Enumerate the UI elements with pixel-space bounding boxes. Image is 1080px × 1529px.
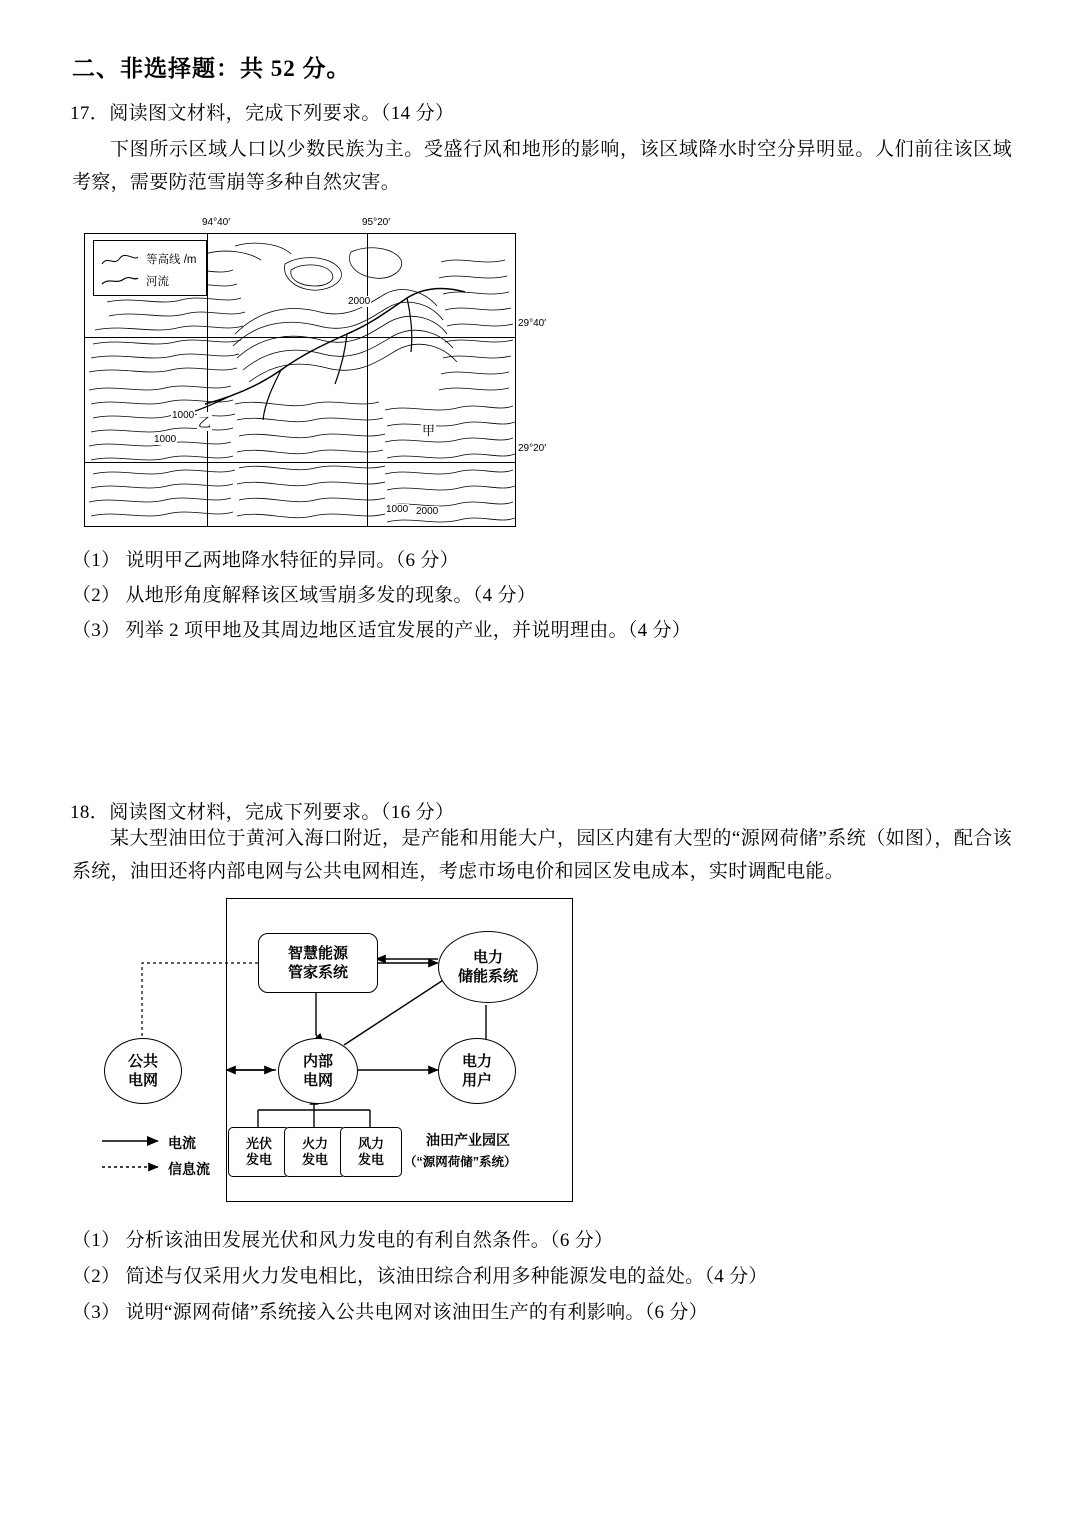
contour-number-1: 2000 — [348, 296, 371, 307]
map-longitude-label-left: 94°40′ — [202, 217, 231, 228]
node-wind-generation — [340, 1127, 402, 1177]
map-latitude-label-top: 29°40′ — [518, 318, 547, 329]
node-internal-grid-label: 内部 电网 — [302, 1053, 333, 1089]
map-gridline-lat-1 — [85, 337, 515, 338]
question-18-sub-2: （2） 简述与仅采用火力发电相比，该油田综合利用多种能源发电的益处。（4 分） — [72, 1266, 768, 1287]
map-latitude-label-bottom: 29°20′ — [518, 443, 547, 454]
node-power-storage-label: 电力 储能系统 — [457, 949, 518, 985]
node-pv-generation — [228, 1127, 290, 1177]
question-17-sub-2: （2） 从地形角度解释该区域雪崩多发的现象。（4 分） — [72, 585, 537, 606]
node-public-grid — [104, 1038, 182, 1104]
node-internal-grid — [278, 1038, 358, 1104]
energy-system-diagram — [86, 895, 586, 1215]
contour-number-2: 1000 — [172, 410, 195, 421]
question-18-sub-3: （3） 说明“源网荷储”系统接入公共电网对该油田生产的有利影响。（6 分） — [72, 1302, 708, 1323]
node-public-grid-label: 公共 电网 — [127, 1053, 158, 1089]
contour-number-5: 2000 — [416, 506, 439, 517]
map-label-jia: 甲 — [421, 420, 436, 439]
question-17-body: 下图所示区域人口以少数民族为主。受盛行风和地形的影响，该区域降水时空分异明显。人们前往该区域考察，需要防范雪崩等多种自然灾害。 — [72, 139, 1012, 193]
node-thermal-generation — [284, 1127, 346, 1177]
map-figure — [84, 215, 547, 533]
legend-current-flow-label: 电流 — [168, 1135, 196, 1151]
contour-number-3: 1000 — [154, 434, 177, 445]
map-longitude-label-right: 95°20′ — [362, 217, 391, 228]
legend-river-row — [100, 275, 169, 290]
contour-number-4: 1000 — [386, 504, 409, 515]
map-gridline-lon-2 — [367, 234, 368, 526]
section-heading: 二、非选择题：共 52 分。 — [72, 56, 351, 81]
river-icon — [100, 275, 140, 287]
node-smart-energy-manager — [258, 933, 378, 993]
map-frame — [84, 233, 516, 527]
contour-icon — [100, 253, 140, 267]
diagram-caption-line1: 油田产业园区 — [426, 1132, 510, 1148]
question-18-head: 18．阅读图文材料，完成下列要求。（16 分） — [70, 802, 455, 823]
diagram-caption-line2: （“源网荷储”系统） — [404, 1155, 517, 1169]
map-label-yi: 乙 — [197, 412, 212, 431]
node-thermal-label: 火力 发电 — [301, 1136, 328, 1167]
question-17-sub-3: （3） 列举 2 项甲地及其周边地区适宜发展的产业，并说明理由。（4 分） — [72, 620, 692, 641]
node-wind-label: 风力 发电 — [357, 1136, 384, 1167]
map-gridline-lon-1 — [207, 234, 208, 526]
node-power-users-label: 电力 用户 — [461, 1053, 492, 1089]
question-17-head: 17．阅读图文材料，完成下列要求。（14 分） — [70, 103, 455, 124]
node-pv-label: 光伏 发电 — [245, 1136, 272, 1167]
legend-contour-label: 等高线 /m — [146, 254, 197, 266]
node-smart-energy-label: 智慧能源 管家系统 — [287, 945, 348, 981]
legend-info-flow-label: 信息流 — [168, 1161, 210, 1177]
map-gridline-lat-2 — [85, 462, 515, 463]
question-18-sub-1: （1） 分析该油田发展光伏和风力发电的有利自然条件。（6 分） — [72, 1230, 614, 1251]
question-18-body: 某大型油田位于黄河入海口附近，是产能和用能大户，园区内建有大型的“源网荷储”系统（如图），配合该系统，油田还将内部电网与公共电网相连，考虑市场电价和园区发电成本，实时调配电能。 — [72, 828, 1012, 882]
node-power-users — [438, 1038, 516, 1104]
node-power-storage — [438, 931, 538, 1003]
legend-river-label: 河流 — [146, 276, 169, 288]
map-legend — [93, 240, 207, 296]
question-17-sub-1: （1） 说明甲乙两地降水特征的异同。（6 分） — [72, 550, 459, 571]
legend-contour-row — [100, 253, 197, 270]
